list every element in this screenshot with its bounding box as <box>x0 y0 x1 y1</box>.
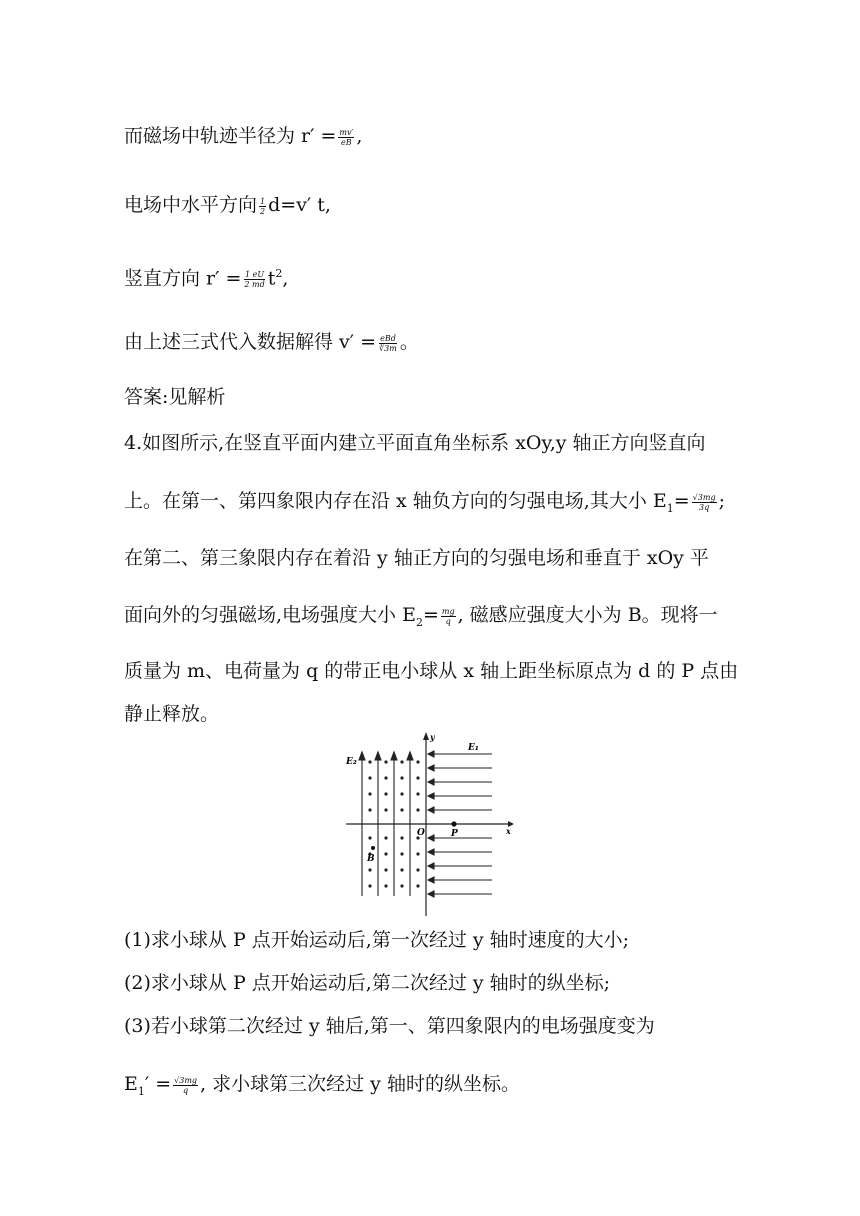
numerator: eBd <box>380 333 396 343</box>
question-4-line-3: 在第二、第三象限内存在着沿 y 轴正方向的匀强电场和垂直于 xOy 平 <box>124 547 709 569</box>
superscript: 2 <box>275 267 283 280</box>
question-4-line-5: 质量为 m、电荷量为 q 的带正电小球从 x 轴上距坐标原点为 d 的 P 点由 <box>124 660 739 682</box>
label-e2: E₂ <box>346 757 357 767</box>
answer-line: 答案:见解析 <box>124 386 226 408</box>
point-b-marker <box>371 846 375 850</box>
question-4-line-6: 静止释放。 <box>124 703 220 725</box>
fraction <box>378 334 398 353</box>
subquestion-3: (3)若小球第二次经过 y 轴后,第一、第四象限内的电场强度变为 <box>124 1015 655 1037</box>
numerator: √3mg <box>174 1075 198 1085</box>
question-4-line-2: 上。在第一、第四象限内存在沿 x 轴负方向的匀强电场,其大小 $E_1=$ $\frac{√3mg}{3q}$ ; <box>124 490 725 515</box>
text: 电场中水平方向 <box>124 194 258 216</box>
fraction <box>259 197 266 216</box>
numerator: mv′ <box>339 127 354 137</box>
field-diagram <box>340 730 520 920</box>
subscript: 1 <box>666 501 674 515</box>
text: 由上述三式代入数据解得 v′ = <box>124 331 377 353</box>
solution-line-vertical <box>124 262 288 290</box>
question-4-line-1: 4.如图所示,在竖直平面内建立平面直角坐标系 xOy,y 轴正方向竖直向 <box>124 432 706 454</box>
text: t <box>267 267 276 290</box>
subquestion-1: (1)求小球从 P 点开始运动后,第一次经过 y 轴时速度的大小; <box>124 929 630 951</box>
solution-line-result <box>124 330 419 354</box>
denominator: eB <box>341 137 352 147</box>
text: , 求小球第三次经过 y 轴时的纵坐标。 <box>200 1073 520 1095</box>
denominator: q <box>183 1085 189 1095</box>
point-p <box>451 821 456 826</box>
subquestion-3-continued <box>124 1072 520 1104</box>
subscript: 1 <box>137 1084 145 1098</box>
text: 而磁场中轨迹半径为 r′ = <box>124 125 337 147</box>
subscript: 2 <box>415 615 423 629</box>
fraction <box>243 270 265 289</box>
subquestion-2: (2)求小球从 P 点开始运动后,第二次经过 y 轴时的纵坐标; <box>124 972 611 994</box>
numerator: √3mg <box>692 492 716 502</box>
text: E <box>124 1073 138 1095</box>
text: 竖直方向 r′ = <box>124 267 242 290</box>
text: ′ = <box>144 1073 172 1095</box>
text: , 磁感应强度大小为 B。现将一 <box>457 604 718 626</box>
numerator: 1 <box>260 196 266 206</box>
denominator: q <box>445 616 451 626</box>
denominator: 2 md <box>244 279 265 289</box>
label-x: x <box>506 826 511 836</box>
label-b: B <box>367 854 375 864</box>
text: 。 <box>399 331 419 353</box>
label-e1: E₁ <box>468 743 479 753</box>
label-o: O <box>417 828 425 838</box>
fraction <box>692 493 717 512</box>
denominator: 3q <box>699 502 710 512</box>
text: 面向外的匀强磁场,电场强度大小 E <box>124 604 416 626</box>
fraction <box>173 1076 198 1095</box>
label-p: P <box>451 829 458 839</box>
label-y: y <box>430 732 435 742</box>
question-4-line-4: 面向外的匀强磁场,电场强度大小 $E_2=$ $\frac{mg}{q}$ , 磁感应强度大小为 B。现将一 <box>124 604 718 629</box>
numerator: mg <box>441 606 455 616</box>
text: ; <box>718 490 725 512</box>
y-axis-arrow-icon <box>423 732 429 740</box>
numerator: 1 eU <box>245 269 265 279</box>
text: , <box>282 267 289 290</box>
denominator: 2 <box>260 206 266 216</box>
text: 上。在第一、第四象限内存在沿 x 轴负方向的匀强电场,其大小 E <box>124 490 667 512</box>
text: , <box>356 125 363 147</box>
fraction <box>441 607 456 626</box>
solution-line-radius <box>124 124 362 148</box>
text: d=v′ t, <box>268 194 331 216</box>
denominator: ∛3m <box>379 343 397 353</box>
fraction <box>338 128 354 147</box>
solution-line-horizontal <box>124 193 331 217</box>
